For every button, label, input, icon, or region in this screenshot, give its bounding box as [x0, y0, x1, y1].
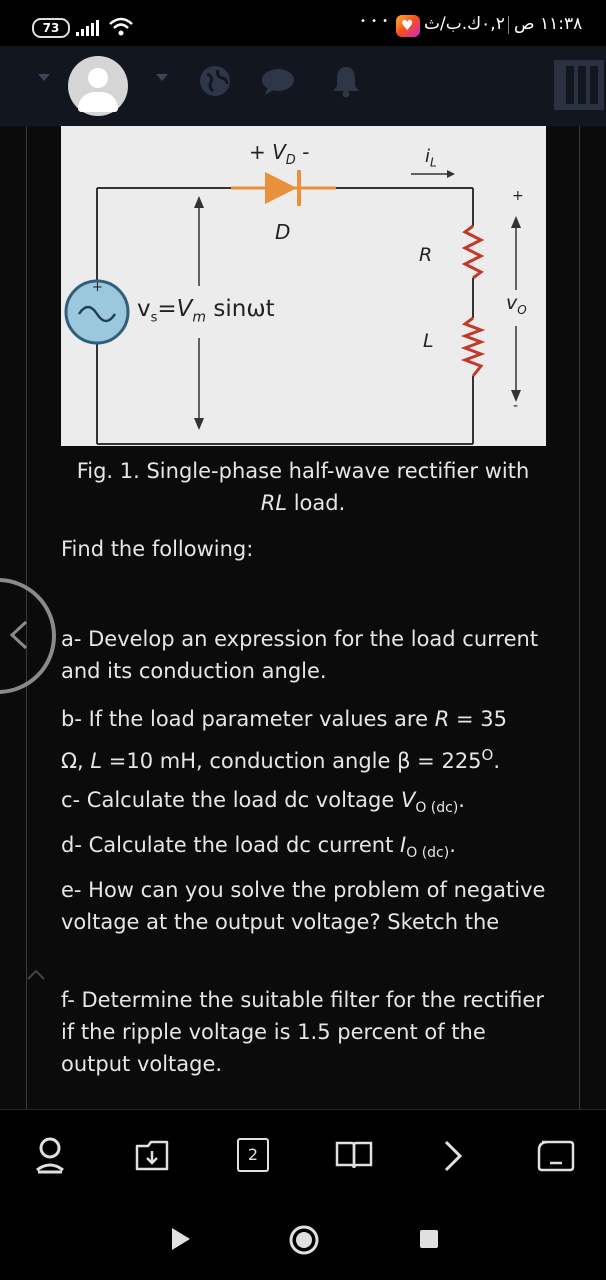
- home-nav-icon[interactable]: [288, 1224, 320, 1256]
- battery-indicator: 73: [32, 18, 70, 38]
- globe-icon[interactable]: [198, 64, 232, 98]
- tabs-count-button[interactable]: [237, 1138, 269, 1172]
- bell-icon[interactable]: [330, 64, 362, 98]
- heart-app-icon: ♥: [396, 15, 420, 37]
- chevron-up-icon: [26, 969, 46, 981]
- source-label: $v_s=V_m$ sinωt: [137, 296, 275, 326]
- download-icon[interactable]: [134, 1138, 170, 1172]
- tabs-count: 2: [247, 1145, 259, 1164]
- back-nav-icon[interactable]: [170, 1226, 192, 1252]
- question-d: d- Calculate the load dc current $I_{O (dc)}$.: [61, 833, 456, 862]
- menu-icon[interactable]: [554, 60, 604, 110]
- r-label: R: [419, 244, 433, 266]
- clock: ١١:٣٨ ص: [514, 14, 583, 34]
- forward-icon[interactable]: [442, 1140, 464, 1172]
- recents-nav-icon[interactable]: [420, 1230, 438, 1248]
- chat-bubble-icon[interactable]: [536, 1138, 576, 1172]
- diode-label: D: [275, 220, 291, 244]
- figure-caption: Fig. 1. Single-phase half-wave rectifier with RL load.: [76, 459, 530, 515]
- right-divider: [579, 126, 580, 1109]
- chevron-left-icon: [8, 620, 30, 650]
- scroll-up-indicator[interactable]: [26, 966, 46, 985]
- chat-icon[interactable]: [260, 68, 296, 96]
- question-b: b- If the load parameter values are R = 35 Ω, L =10 mH, conduction angle $\beta = 225^O$.: [61, 707, 507, 773]
- circuit-figure: [61, 126, 546, 446]
- l-label: L: [423, 330, 434, 352]
- vo-plus: +: [512, 188, 524, 204]
- find-heading: Find the following:: [61, 537, 254, 561]
- network-speed: ٠,٢ك.ب/ث: [424, 14, 505, 34]
- question-c: c- Calculate the load dc voltage $V_{O (dc)}$.: [61, 788, 465, 817]
- chevron-down-icon[interactable]: [156, 74, 168, 81]
- vo-minus: -: [513, 398, 519, 414]
- question-e: e- How can you solve the problem of negative voltage at the output voltage? Sketch the: [61, 878, 546, 934]
- question-a: a- Develop an expression for the load current and its conduction angle.: [61, 627, 539, 683]
- book-icon[interactable]: [334, 1140, 374, 1170]
- vo-label: $v_O$: [506, 292, 527, 317]
- status-divider: [508, 16, 509, 34]
- vd-label: + $V_D$ -: [249, 140, 310, 168]
- chevron-down-icon[interactable]: [38, 74, 50, 81]
- signal-icon: [76, 20, 100, 36]
- wifi-icon: [108, 16, 134, 38]
- circuit-diagram: [61, 126, 546, 446]
- source-plus: +: [92, 280, 103, 295]
- profile-icon[interactable]: [34, 1136, 66, 1174]
- notification-dots: • • •: [360, 16, 390, 27]
- question-f: f- Determine the suitable filter for the rectifier if the ripple voltage is 1.5 percent of the output voltage.: [61, 988, 544, 1076]
- system-nav-bar: [0, 1200, 606, 1280]
- avatar[interactable]: [68, 56, 128, 116]
- bottom-toolbar: [0, 1109, 606, 1201]
- status-bar: [0, 0, 606, 46]
- il-label: $i_L$: [425, 146, 437, 170]
